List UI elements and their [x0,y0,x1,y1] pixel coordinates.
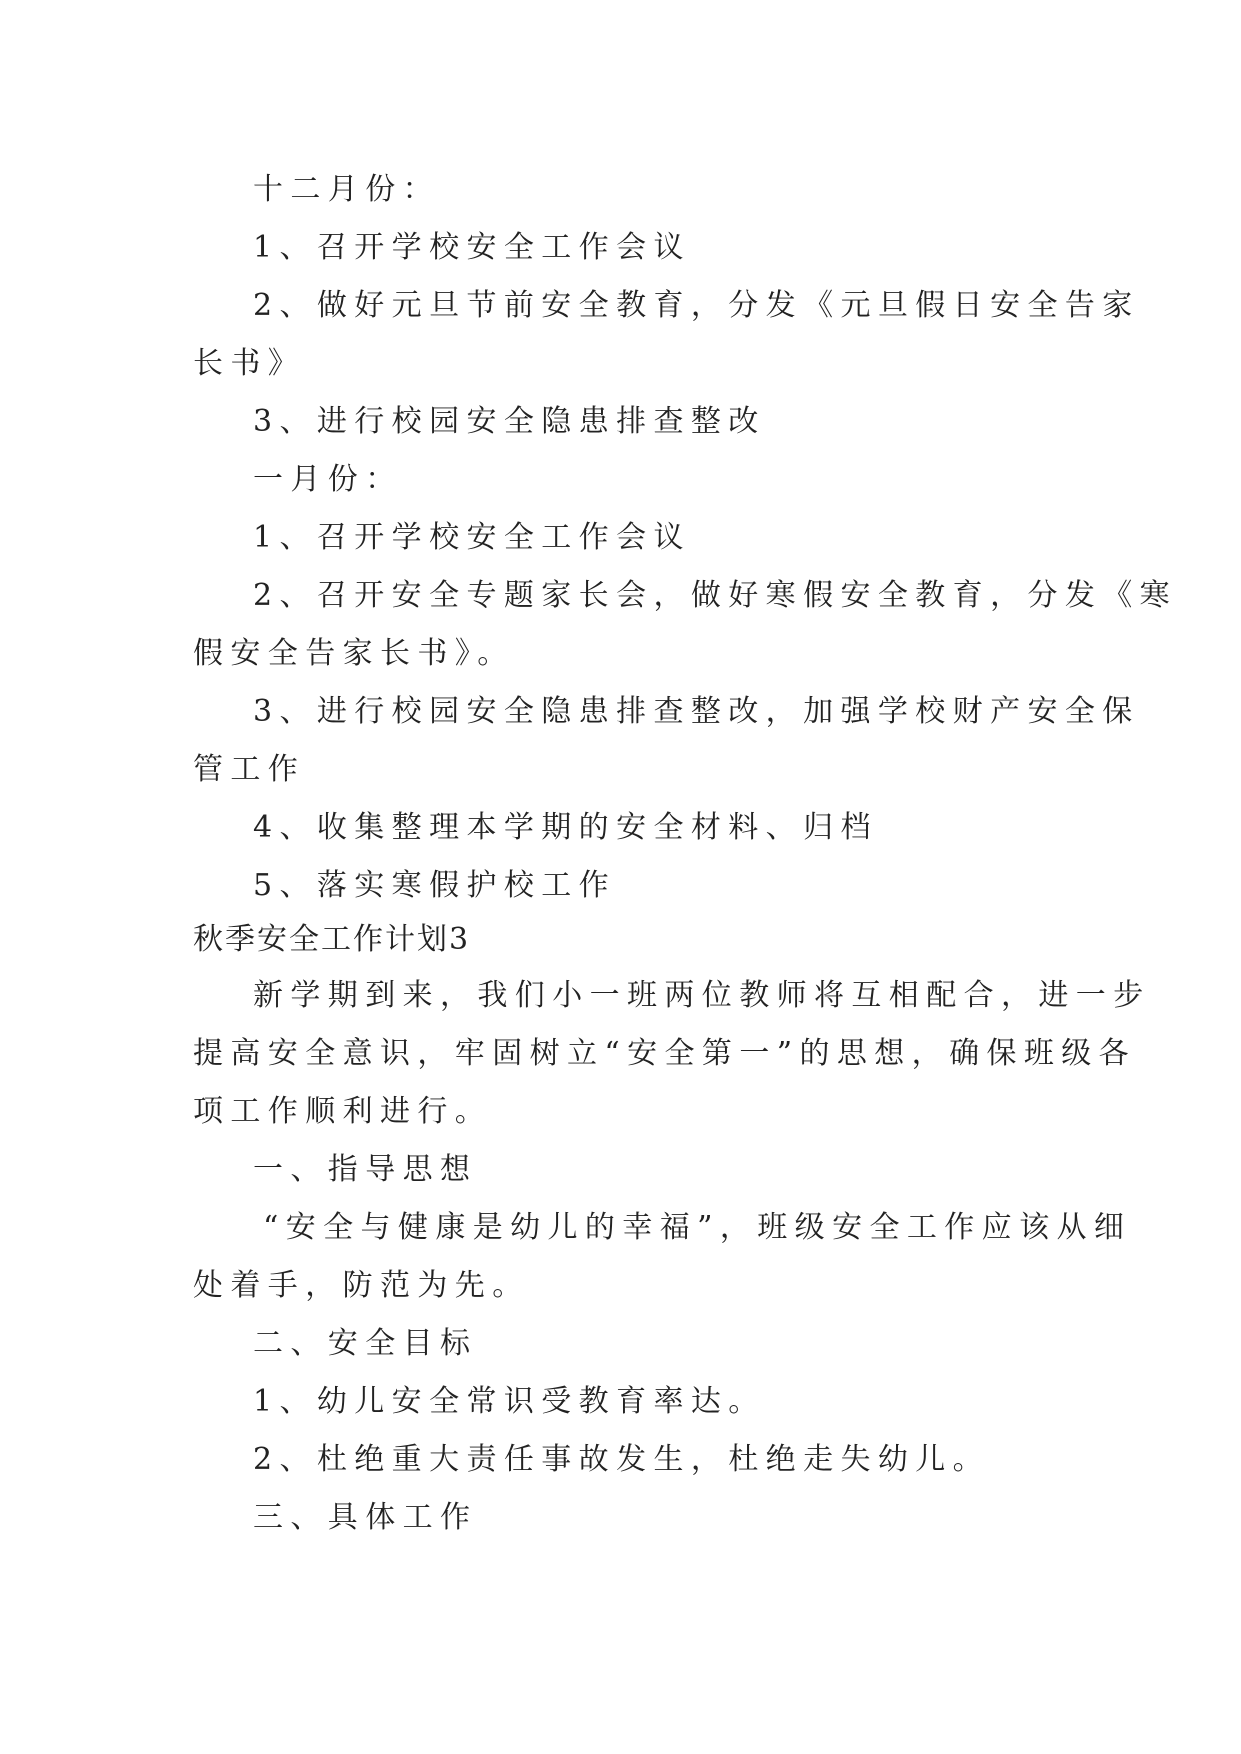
text-line: 5、落实寒假护校工作 [253,868,617,903]
text-line: “安全与健康是幼儿的幸福”，班级安全工作应该从细 [263,1210,1132,1245]
text-line: 长书》 [193,346,306,381]
text-line: 管工作 [193,752,306,787]
text-line: 新学期到来，我们小一班两位教师将互相配合，进一步 [253,978,1151,1013]
section-heading-january: 一月份： [253,462,403,497]
text-line: 2、杜绝重大责任事故发生，杜绝走失幼儿。 [253,1442,991,1477]
document-title: 秋季安全工作计划3 [193,922,471,957]
text-line: 1、召开学校安全工作会议 [253,230,691,265]
text-line: 3、进行校园安全隐患排查整改 [253,404,766,439]
text-line: 处着手，防范为先。 [193,1268,530,1303]
text-line: 1、召开学校安全工作会议 [253,520,691,555]
text-line: 2、召开安全专题家长会，做好寒假安全教育，分发《寒 [253,578,1178,613]
text-line: 3、进行校园安全隐患排查整改，加强学校财产安全保 [253,694,1140,729]
text-line: 4、收集整理本学期的安全材料、归档 [253,810,878,845]
section-heading: 三、具体工作 [253,1500,478,1535]
text-line: 提高安全意识，牢固树立“安全第一”的思想，确保班级各 [193,1036,1137,1071]
section-heading: 一、指导思想 [253,1152,478,1187]
text-line: 项工作顺利进行。 [193,1094,493,1129]
section-heading-december: 十二月份： [253,172,440,207]
text-line: 1、幼儿安全常识受教育率达。 [253,1384,766,1419]
text-line: 假安全告家长书》。 [193,636,515,671]
section-heading: 二、安全目标 [253,1326,478,1361]
text-line: 2、做好元旦节前安全教育，分发《元旦假日安全告家 [253,288,1140,323]
